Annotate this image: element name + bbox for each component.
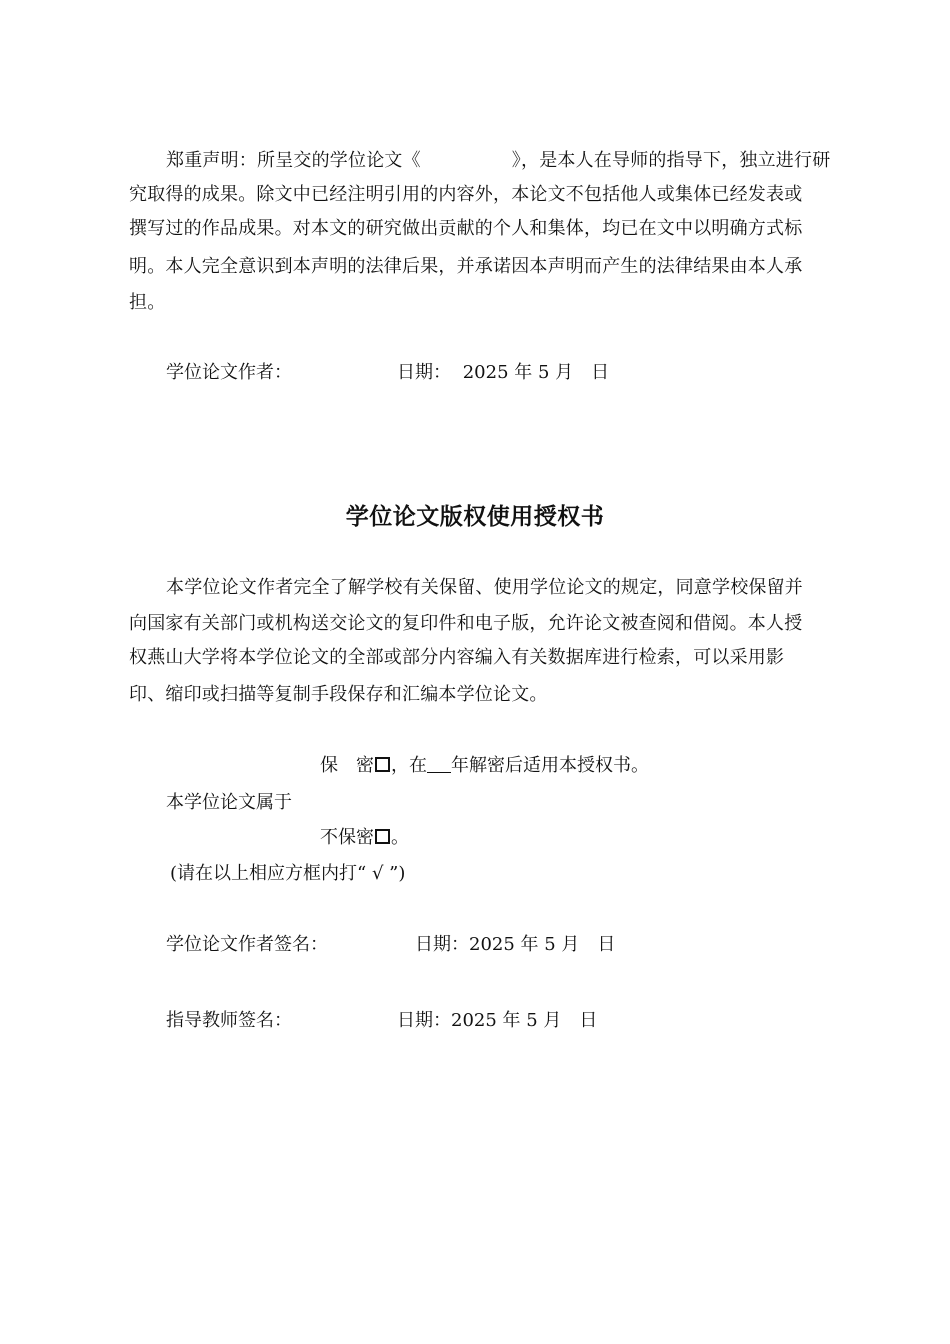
advisor-signature-date-value: 2025 年 5 月 日: [451, 1010, 598, 1031]
advisor-signature-date-label: 日期：: [397, 1010, 451, 1031]
secret-mid-text: ，在: [391, 755, 427, 776]
declaration-line-1: 郑重声明：所呈交的学位论文《 》，是本人在导师的指导下，独立进行研: [166, 150, 831, 171]
authorization-line-3: 权燕山大学将本学位论文的全部或部分内容编入有关数据库进行检索，可以采用影: [129, 647, 785, 668]
authorization-title: 学位论文版权使用授权书: [345, 504, 605, 530]
secret-option: [320, 751, 649, 777]
declaration-date-label: 日期：: [397, 362, 451, 383]
declaration-date-value: 2025 年 5 月 日: [462, 362, 610, 383]
advisor-signature-label: 指导教师签名：: [166, 1010, 292, 1031]
declaration-date: [397, 358, 609, 384]
declaration-line-4: 明。本人完全意识到本声明的法律后果，并承诺因本声明而产生的法律结果由本人承: [129, 256, 803, 277]
secret-suffix-text: 年解密后适用本授权书。: [451, 755, 649, 776]
author-signature-date: [415, 930, 615, 956]
declaration-line-3: 撰写过的作品成果。对本文的研究做出贡献的个人和集体，均已在文中以明确方式标: [129, 218, 803, 239]
non-secret-label: 不保密: [320, 827, 374, 848]
belongs-label: 本学位论文属于: [166, 792, 292, 813]
years-blank[interactable]: [427, 756, 451, 773]
checkmark-instruction: (请在以上相应方框内打“ √ ”): [170, 863, 406, 884]
author-signature-date-label: 日期：: [415, 934, 469, 955]
author-signature-date-value: 2025 年 5 月 日: [469, 934, 616, 955]
non-secret-option: [320, 823, 409, 849]
secret-label: 保 密: [320, 755, 374, 776]
declaration-author-label: 学位论文作者：: [166, 362, 292, 383]
author-signature-label: 学位论文作者签名：: [166, 934, 328, 955]
non-secret-suffix: 。: [391, 827, 409, 848]
secret-checkbox-icon[interactable]: [375, 757, 390, 772]
authorization-line-2: 向国家有关部门或机构送交论文的复印件和电子版，允许论文被查阅和借阅。本人授: [129, 613, 803, 634]
declaration-line-5: 担。: [129, 292, 166, 313]
declaration-line-2: 究取得的成果。除文中已经注明引用的内容外，本论文不包括他人或集体已经发表或: [129, 184, 803, 205]
non-secret-checkbox-icon[interactable]: [375, 829, 390, 844]
authorization-line-1: 本学位论文作者完全了解学校有关保留、使用学位论文的规定，同意学校保留并: [166, 577, 803, 598]
advisor-signature-date: [397, 1006, 597, 1032]
authorization-line-4: 印、缩印或扫描等复制手段保存和汇编本学位论文。: [129, 684, 548, 705]
